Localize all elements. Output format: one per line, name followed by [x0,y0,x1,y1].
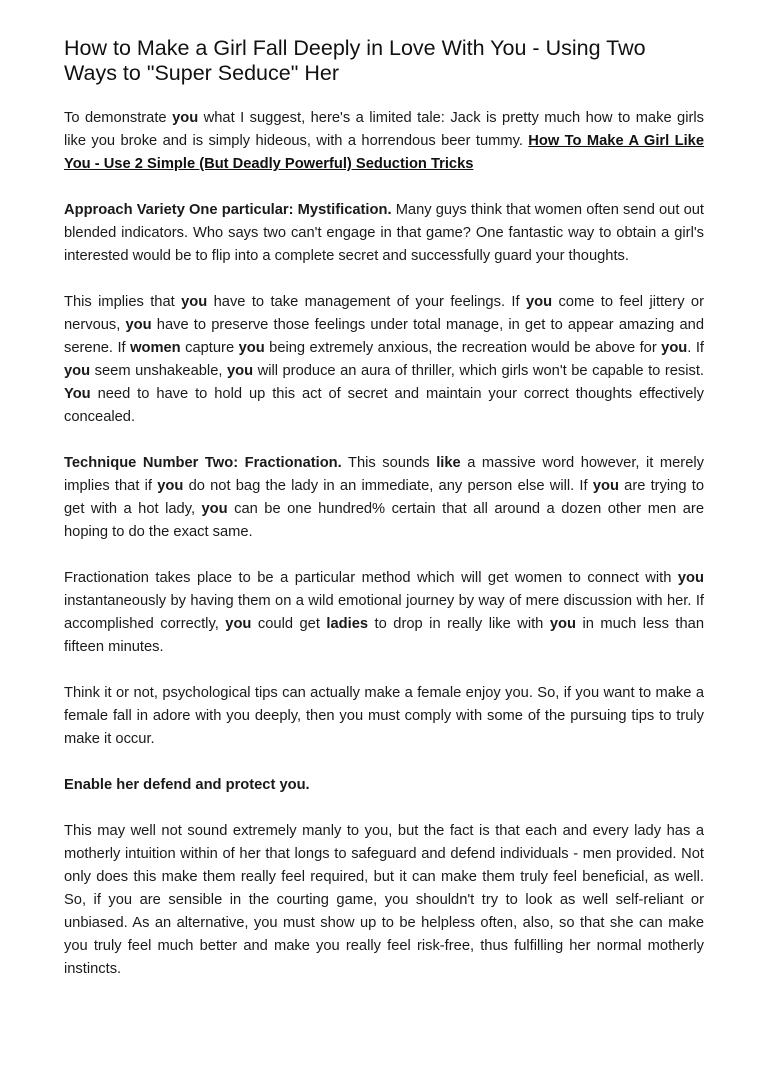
bold-text: Approach Variety One particular: Mystification. [64,202,392,218]
bold-text: you [201,501,228,517]
text-run: have to take management of your feelings. If [207,294,526,310]
bold-text: You [64,386,91,402]
bold-text: you [226,363,254,379]
bold-text: you [592,478,619,494]
text-run: This implies that [64,294,182,310]
text-run: To demonstrate [64,110,173,126]
paragraph [64,452,704,544]
bold-text: you [125,317,152,333]
bold-text: you [157,478,184,494]
bold-text: ladies [326,616,369,632]
page-title: How to Make a Girl Fall Deeply in Love With You - Using Two Ways to "Super Seduce" Her [64,36,646,85]
text-run: Fractionation takes place to be a particular method which will get women to connect with [64,570,678,586]
bold-text: you [181,294,208,310]
text-run: capture [180,340,239,356]
text-run: could get [251,616,327,632]
bold-text: you [549,616,576,632]
text-run: come to feel jittery or nervous, [64,294,704,333]
paragraph [64,820,704,981]
text-run: being extremely anxious, the recreation would be above for [264,340,662,356]
bold-text: women [130,340,181,356]
paragraph [64,682,704,751]
bold-text: Enable her defend and protect you. [64,777,310,793]
bold-text: you [525,294,553,310]
paragraph [64,107,704,176]
bold-text: like [436,455,461,471]
text-run: This sounds [341,455,437,471]
document-page [64,36,704,1004]
text-run: Think it or not, psychological tips can actually make a female enjoy you. So, if you want to make a female fall in adore with you deeply, then you must comply with some of the pursuing tips to truly make it occur. [64,685,704,747]
text-run: are trying to get with a hot lady, [64,478,704,517]
text-run: do not bag the lady in an immediate, any person else will. If [183,478,593,494]
text-run: a massive word however, it merely implies that if [64,455,704,494]
article-link[interactable]: How To Make A Girl Like You - Use 2 Simple (But Deadly Powerful) Seduction Tricks [64,133,704,172]
bold-text: you [677,570,704,586]
paragraph [64,774,704,797]
paragraph [64,199,704,268]
text-run: . If [687,340,704,356]
paragraph [64,567,704,659]
text-run: in much less than fifteen minutes. [64,616,705,655]
bold-text: you [64,363,91,379]
bold-text: you [238,340,265,356]
paragraph [64,291,704,429]
text-run: have to preserve those feelings under total manage, in get to appear amazing and serene. If [64,317,704,356]
text-run: Many guys think that women often send out out blended indicators. Who says two can't engage in that game? One fantastic way to obtain a girl's interested would be to flip into a complete secret and successfully guard your thoughts. [64,202,704,264]
text-run: need to have to hold up this act of secret and maintain your correct thoughts effectively concealed. [64,386,704,425]
bold-text: you [172,110,199,126]
text-run: will produce an aura of thriller, which girls won't be capable to resist. [253,363,704,379]
text-run: what I suggest, here's a limited tale: Jack is pretty much how to make girls like you broke and is simply hideous, with a horrendous beer tummy. [64,110,704,149]
text-run: seem unshakeable, [90,363,227,379]
article-body [64,107,704,981]
text-run: This may well not sound extremely manly to you, but the fact is that each and every lady has a motherly intuition within of her that longs to safeguard and defend individuals - men provided. Not only does this make them really feel required, but it can make them truly feel beneficial, as well. So, if you are sensible in the courting game, you shouldn't try to look as well self-reliant or unbiased. As an alternative, you must show up to be helpless often, also, so that she can make you truly feel much better and make you really feel risk-free, thus fulfilling her normal motherly instincts. [64,823,704,977]
bold-text: you [661,340,688,356]
bold-text: you [225,616,252,632]
text-run: instantaneously by having them on a wild emotional journey by way of mere discussion with her. If accomplished correctly, [64,593,704,632]
bold-text: Technique Number Two: Fractionation. [64,455,342,471]
text-run: can be one hundred% certain that all around a dozen other men are hoping to do the exact same. [64,501,704,540]
text-run: to drop in really like with [368,616,550,632]
